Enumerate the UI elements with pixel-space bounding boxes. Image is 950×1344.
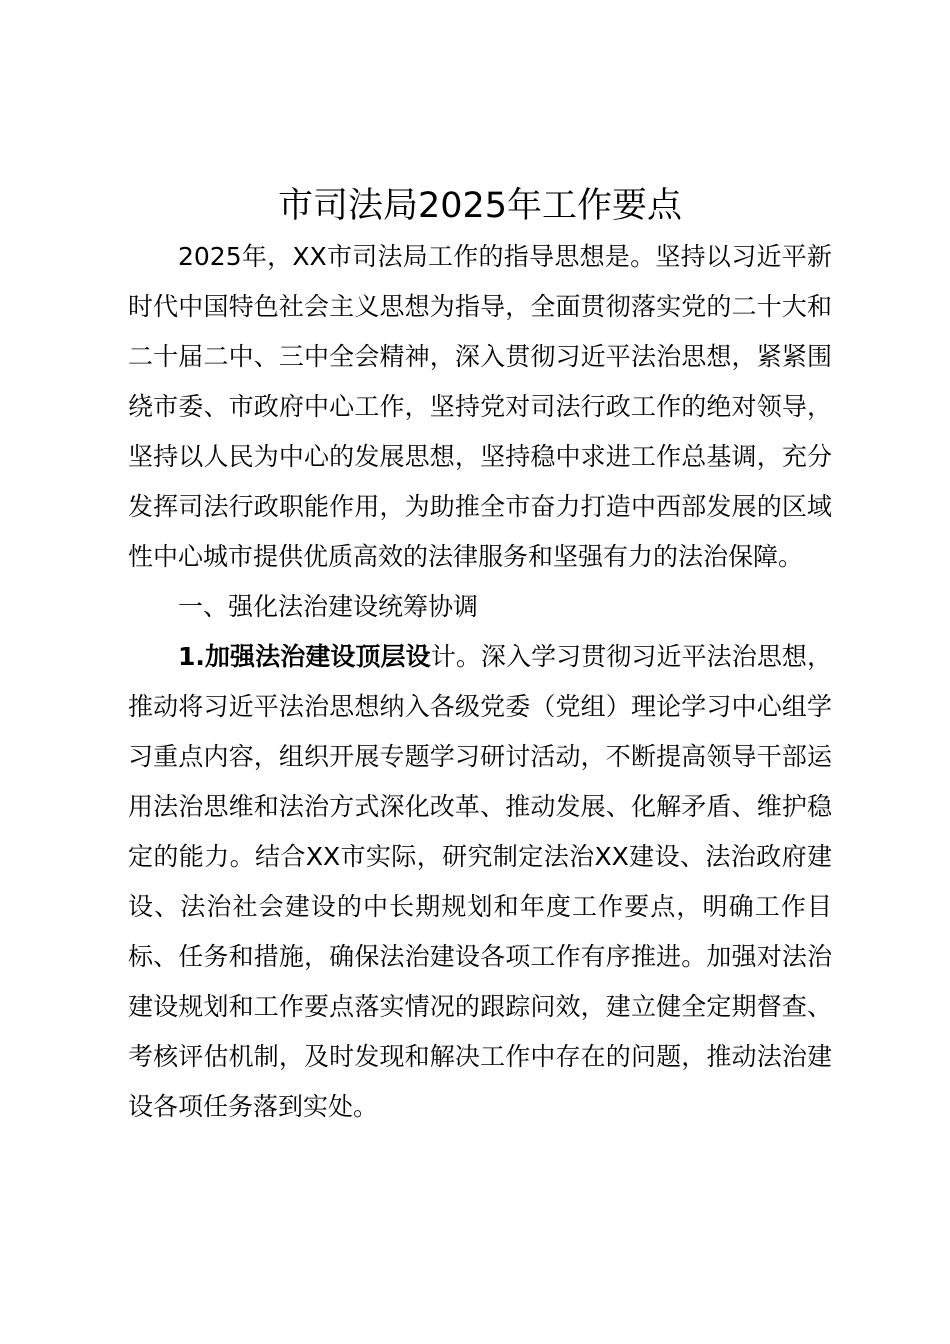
item-1-paragraph <box>128 632 832 1132</box>
intro-paragraph: 2025年，XX市司法局工作的指导思想是。坚持以习近平新时代中国特色社会主义思想为指导，全面贯彻落实党的二十大和二十届二中、三中全会精神，深入贯彻习近平法治思想，紧紧围绕市委、市政府中心工作，坚持党对司法行政工作的绝对领导，坚持以人民为中心的发展思想，坚持稳中求进工作总基调，充分发挥司法行政职能作用，为助推全市奋力打造中西部发展的区域性中心城市提供优质高效的法律服务和坚强有力的法治保障。 <box>128 242 832 571</box>
section-heading: 一、强化法治建设统筹协调 <box>178 592 479 621</box>
item-1-body: 计。深入学习贯彻习近平法治思想，推动将习近平法治思想纳入各级党委（党组）理论学习中心组学习重点内容，组织开展专题学习研讨活动，不断提高领导干部运用法治思维和法治方式深化改革、推动发展、化解矛盾、维护稳定的能力。结合XX市实际，研究制定法治XX建设、法治政府建设、法治社会建设的中长期规划和年度工作要点，明确工作目标、任务和措施，确保法治建设各项工作有序推进。加强对法治建设规划和工作要点落实情况的跟踪问效，建立健全定期督查、考核评估机制，及时发现和解决工作中存在的问题，推动法治建设各项任务落到实处。 <box>128 642 832 1121</box>
item-1-lead: 1.加强法治建设顶层设 <box>178 642 431 671</box>
document-page <box>128 180 832 1132</box>
document-title: 市司法局2025年工作要点 <box>277 186 683 226</box>
